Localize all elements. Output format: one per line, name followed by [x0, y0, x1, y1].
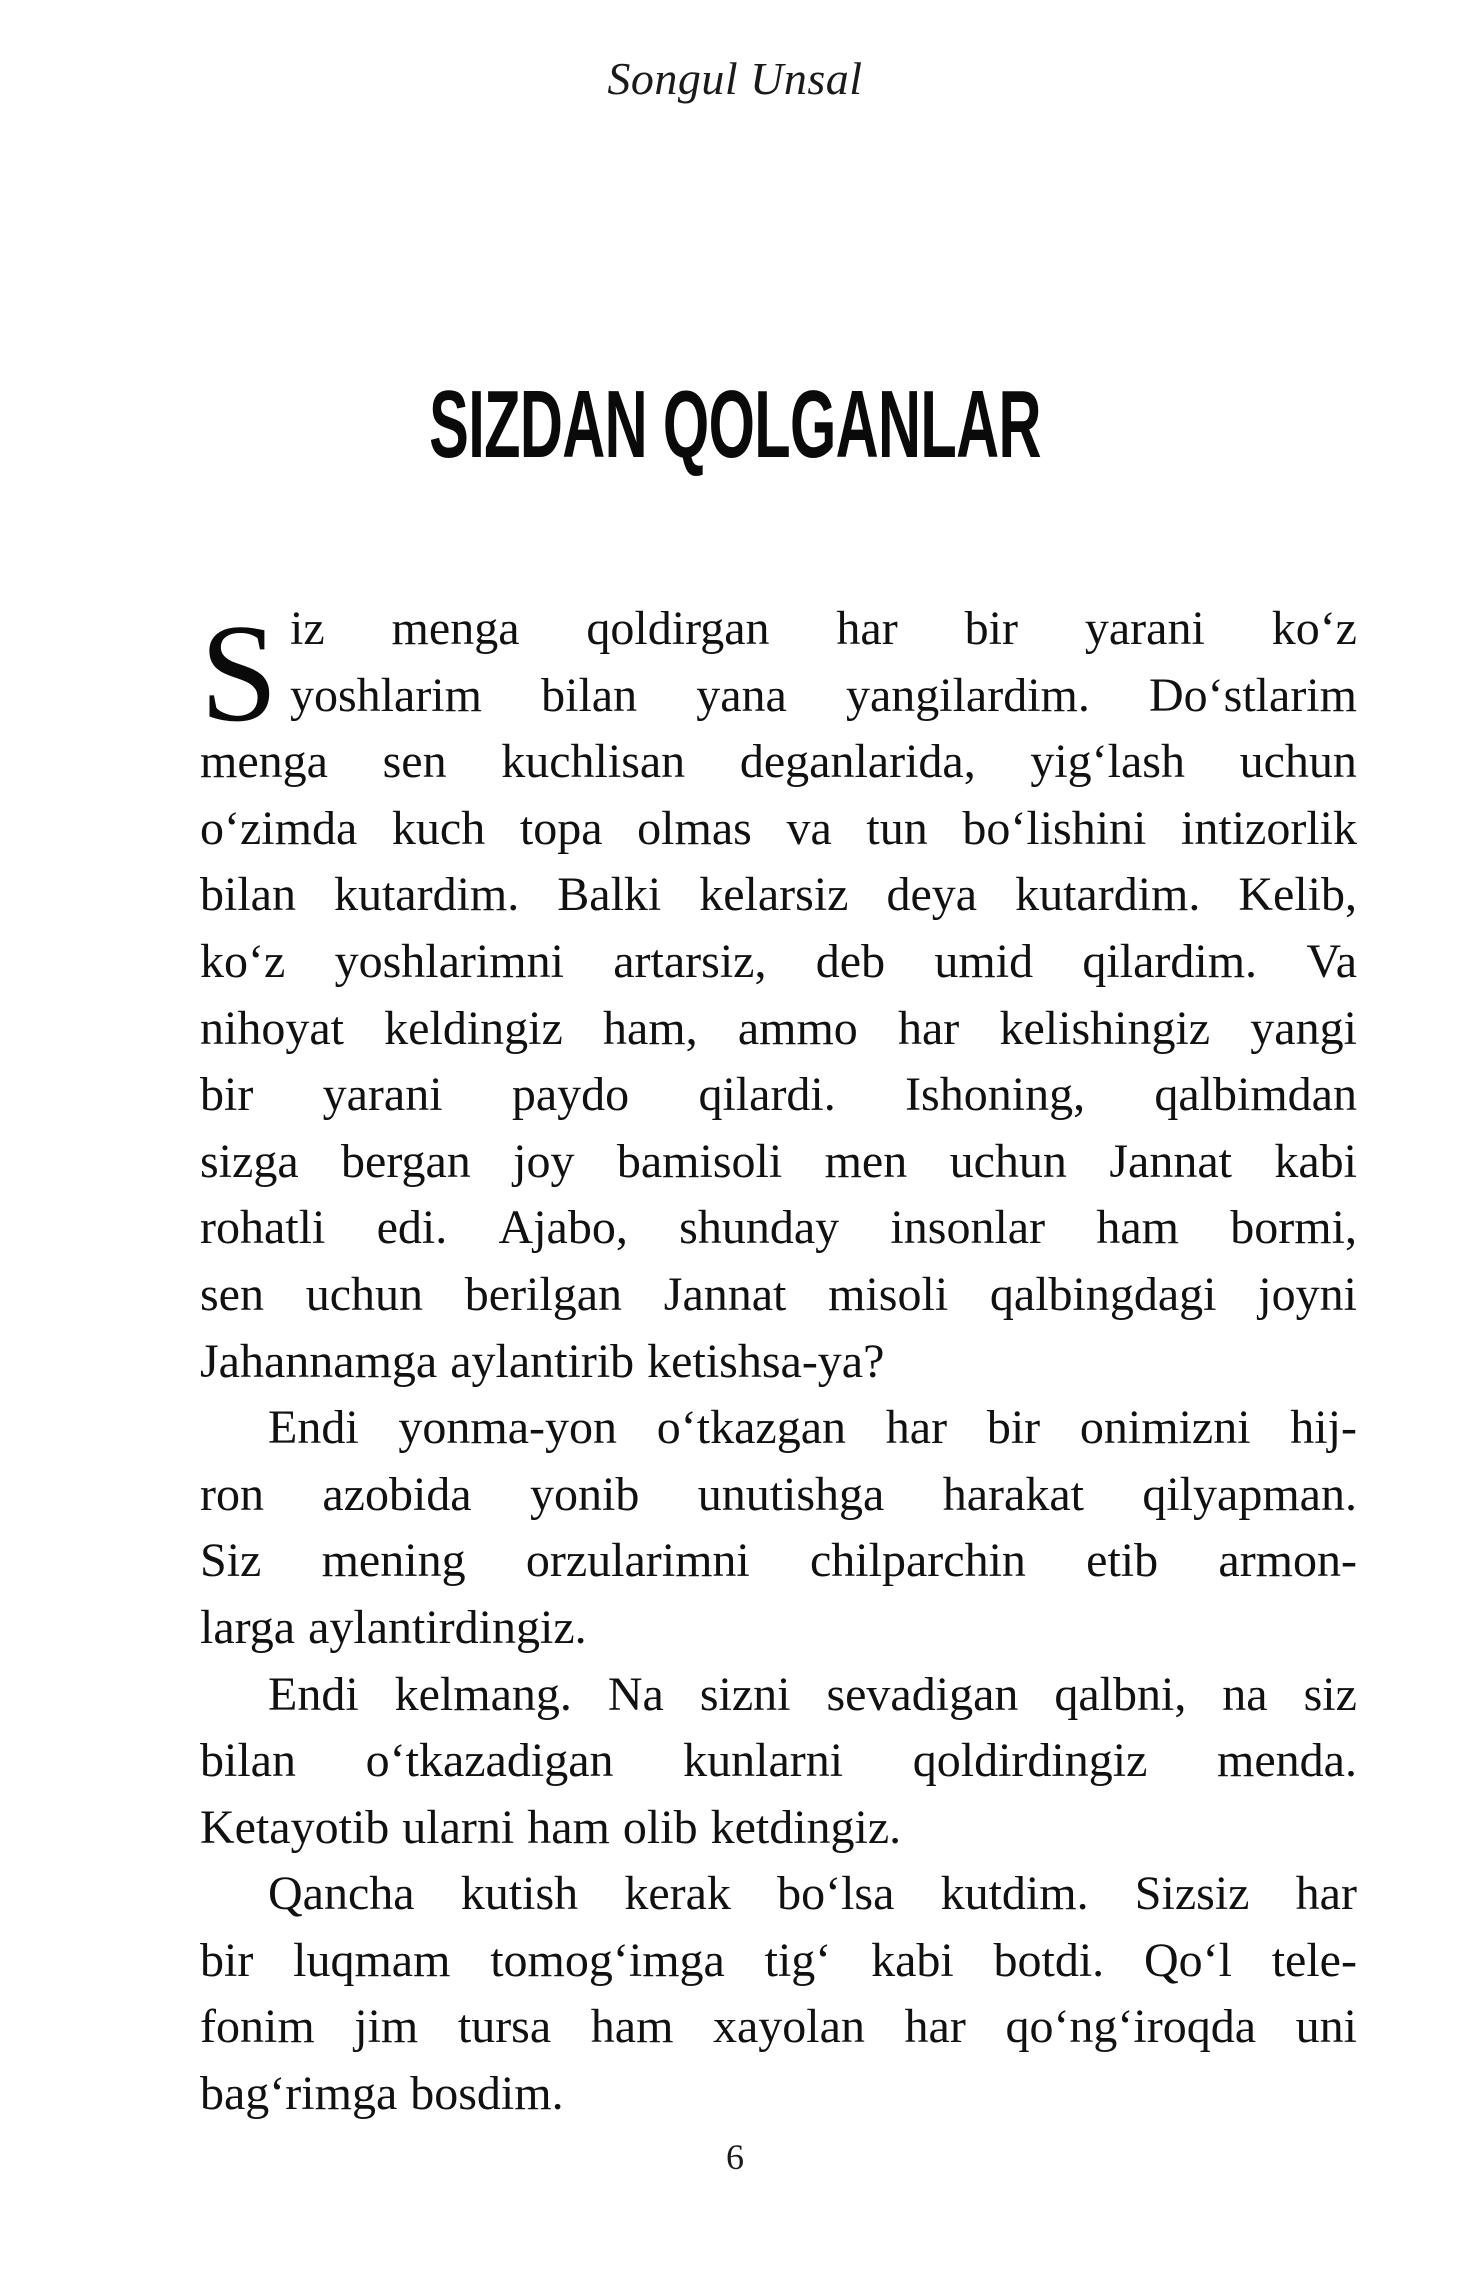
word: ham	[527, 1800, 610, 1854]
word: kabi	[871, 1933, 954, 1987]
word: ammo	[737, 1001, 858, 1055]
text-line	[200, 929, 1357, 996]
word: siz	[1303, 1667, 1357, 1721]
word: rohatli	[200, 1201, 326, 1255]
word: uchun	[949, 1134, 1067, 1188]
word: qoldirdingiz	[912, 1734, 1148, 1788]
text-line	[200, 1595, 1357, 1662]
text-line	[200, 1994, 1357, 2061]
word: menga	[200, 735, 328, 789]
word: intizorlik	[1181, 801, 1357, 855]
word: hij-	[1290, 1401, 1357, 1455]
word: bergan	[341, 1134, 471, 1188]
text-line	[200, 796, 1357, 863]
word: uchun	[1239, 735, 1357, 789]
word: qalbimdan	[1154, 1068, 1357, 1122]
word: Qancha	[268, 1867, 415, 1921]
word: Siz	[200, 1534, 262, 1588]
text-line	[200, 663, 1357, 730]
word: yig‘lash	[1030, 735, 1185, 789]
word: paydo	[511, 1068, 630, 1122]
word: aylantirdingiz.	[308, 1600, 587, 1654]
word: yoshlarimni	[334, 934, 564, 988]
word: bir	[200, 1933, 254, 1987]
word: bag‘rimga	[200, 2067, 398, 2121]
word: bo‘lishini	[962, 801, 1147, 855]
word: luqmam	[293, 1933, 451, 1987]
word: Kelib,	[1238, 868, 1357, 922]
text-line	[200, 1329, 1357, 1396]
word: qilyapman.	[1142, 1467, 1357, 1521]
word: larga	[200, 1600, 296, 1654]
text-line	[200, 1528, 1357, 1595]
text-line	[200, 1462, 1357, 1529]
body-text	[200, 596, 1357, 2128]
word: misoli	[828, 1267, 949, 1321]
word: ketdingiz.	[710, 1800, 902, 1854]
text-line	[200, 1262, 1357, 1329]
word: qoldirgan	[586, 602, 770, 655]
word: onimizni	[1079, 1401, 1251, 1455]
word: qo‘ng‘iroqda	[1005, 2000, 1257, 2054]
word: tun	[866, 801, 928, 855]
word: shunday	[679, 1201, 840, 1255]
word: tomog‘imga	[490, 1933, 725, 1987]
text-line	[200, 1728, 1357, 1795]
word: kutardim.	[333, 868, 520, 922]
word: insonlar	[890, 1201, 1046, 1255]
word: topa	[519, 801, 603, 855]
word: armon-	[1218, 1534, 1357, 1588]
word: sen	[200, 1267, 264, 1321]
word: botdi.	[993, 1933, 1105, 1987]
word: kelarsiz	[699, 868, 849, 922]
word: tig‘	[764, 1933, 832, 1987]
word: umid	[934, 934, 1034, 988]
drop-cap: S	[200, 596, 278, 751]
text-line	[200, 1861, 1357, 1928]
text-line	[200, 1795, 1357, 1862]
word: edi.	[376, 1201, 448, 1255]
word: kerak	[624, 1867, 731, 1921]
text-line	[200, 1062, 1357, 1129]
word: Ketayotib	[200, 1800, 390, 1854]
word: qilardim.	[1082, 934, 1258, 988]
word: orzularimni	[525, 1534, 750, 1588]
word: ularni	[402, 1800, 515, 1854]
word: Jannat	[1109, 1134, 1232, 1188]
word: yangilardim.	[845, 668, 1090, 722]
word: tursa	[457, 2000, 552, 2054]
word: kuch	[391, 801, 486, 855]
word: Na	[607, 1667, 664, 1721]
word: bilan	[200, 868, 296, 922]
running-header: Songul Unsal	[607, 53, 863, 104]
word: berilgan	[464, 1267, 623, 1321]
word: menga	[391, 602, 520, 655]
text-line	[200, 2061, 1357, 2128]
word: va	[786, 801, 832, 855]
word: bamisoli	[616, 1134, 783, 1188]
word: kelishingiz	[999, 1001, 1211, 1055]
text-line	[200, 1129, 1357, 1196]
word: bo‘lsa	[777, 1867, 895, 1921]
word: o‘tkazgan	[656, 1401, 847, 1455]
word: men	[824, 1134, 908, 1188]
chapter-title: SIZDAN QOLGANLAR	[429, 371, 1041, 478]
word: bilan	[200, 1734, 296, 1788]
word: Qo‘l	[1143, 1933, 1232, 1987]
word: unutishga	[697, 1467, 885, 1521]
word: yana	[696, 668, 787, 722]
word: na	[1222, 1667, 1268, 1721]
word: kutardim.	[1015, 868, 1201, 922]
word: har	[836, 602, 898, 655]
word: aylantirib	[450, 1334, 635, 1388]
word: qalbni,	[1054, 1667, 1187, 1721]
word: qalbingdagi	[989, 1267, 1217, 1321]
word: sevadigan	[826, 1667, 1019, 1721]
word: sizga	[200, 1134, 299, 1188]
word: kabi	[1274, 1134, 1357, 1188]
word: harakat	[942, 1467, 1084, 1521]
word: Do‘stlarim	[1149, 668, 1357, 722]
word: jim	[354, 2000, 419, 2054]
text-line	[200, 1662, 1357, 1729]
word: Endi	[268, 1667, 359, 1721]
word: ko‘z	[200, 934, 286, 988]
word: deganlarida,	[739, 735, 976, 789]
word: Ishoning,	[905, 1068, 1086, 1122]
word: bir	[986, 1401, 1041, 1455]
word: kutdim.	[940, 1867, 1089, 1921]
word: har	[897, 1001, 960, 1055]
text-line	[200, 1928, 1357, 1995]
word: kelmang.	[394, 1667, 572, 1721]
word: deb	[815, 934, 886, 988]
word: yangi	[1250, 1001, 1357, 1055]
word: Ajabo,	[498, 1201, 628, 1255]
word: yoshlarim	[290, 668, 482, 722]
word: Va	[1306, 934, 1357, 988]
word: Sizsiz	[1134, 1867, 1250, 1921]
word: yarani	[322, 1068, 443, 1122]
word: mening	[321, 1534, 466, 1588]
text-line	[200, 729, 1357, 796]
word: o‘zimda	[200, 801, 358, 855]
word: xayolan	[713, 2000, 865, 2054]
text-line	[200, 862, 1357, 929]
word: o‘tkazadigan	[365, 1734, 614, 1788]
word: ham	[590, 2000, 674, 2054]
word: olib	[622, 1800, 698, 1854]
word: ko‘z	[1271, 602, 1357, 655]
word: qilardi.	[698, 1068, 836, 1122]
page-number: 6	[726, 2137, 744, 2177]
text-line	[200, 596, 1357, 663]
text-line	[200, 996, 1357, 1063]
word: ham	[1096, 1201, 1179, 1255]
word: har	[1295, 1867, 1357, 1921]
word: sen	[382, 735, 447, 789]
word: Jahannamga	[200, 1334, 438, 1388]
word: azobida	[322, 1467, 472, 1521]
word: kutish	[460, 1867, 579, 1921]
word: yonma-yon	[398, 1401, 618, 1455]
word: kunlarni	[683, 1734, 844, 1788]
word: iz	[290, 602, 325, 655]
word: har	[904, 2000, 966, 2054]
word: bosdim.	[410, 2067, 564, 2121]
word: bormi,	[1230, 1201, 1357, 1255]
word: deya	[886, 868, 978, 922]
word: Balki	[557, 868, 662, 922]
word: bir	[964, 602, 1018, 655]
word: bilan	[541, 668, 638, 722]
word: ketishsa-ya?	[647, 1334, 885, 1388]
word: Jannat	[663, 1267, 787, 1321]
word: keldingiz	[384, 1001, 563, 1055]
word: chilparchin	[810, 1534, 1026, 1588]
word: joy	[513, 1134, 575, 1188]
word: artarsiz,	[613, 934, 767, 988]
word: tele-	[1271, 1933, 1357, 1987]
word: sizni	[699, 1667, 791, 1721]
text-line	[200, 1195, 1357, 1262]
word: ham,	[602, 1001, 698, 1055]
word: joyni	[1258, 1267, 1357, 1321]
word: Endi	[268, 1401, 359, 1455]
word: fonim	[200, 2000, 315, 2054]
word: etib	[1086, 1534, 1159, 1588]
word: bir	[200, 1068, 254, 1122]
word: yarani	[1084, 602, 1205, 655]
word: kuchlisan	[501, 735, 686, 789]
word: uchun	[305, 1267, 424, 1321]
word: yonib	[529, 1467, 640, 1521]
text-line	[200, 1395, 1357, 1462]
word: olmas	[637, 801, 752, 855]
word: har	[885, 1401, 948, 1455]
word: menda.	[1217, 1734, 1357, 1788]
word: ron	[200, 1467, 264, 1521]
word: uni	[1295, 2000, 1357, 2054]
word: nihoyat	[200, 1001, 344, 1055]
